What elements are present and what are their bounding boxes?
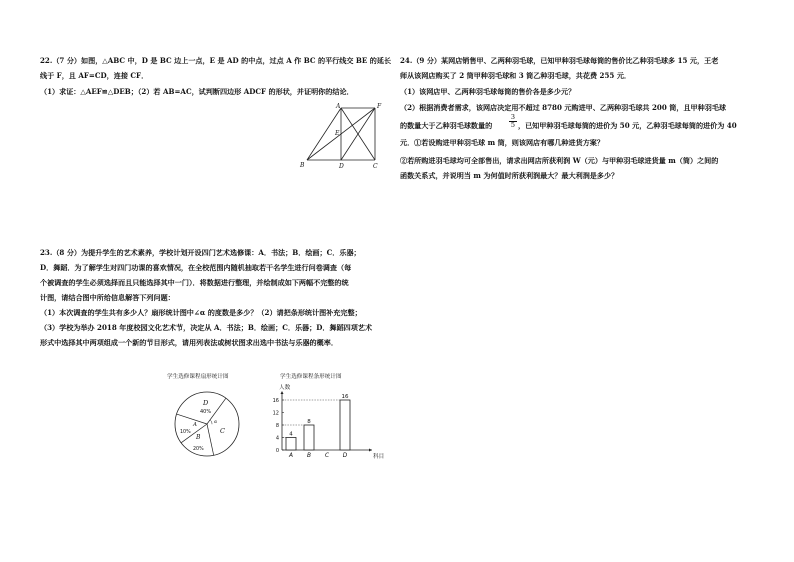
bar-category-C: C (324, 453, 330, 459)
pie-pct-B: 20% (193, 447, 204, 452)
bar-D (340, 400, 350, 450)
bar-y-tick-label: 16 (272, 398, 279, 404)
bar-value-label-B: 8 (307, 419, 311, 425)
q24-line-2: 师从该网店购买了 2 筒甲种羽毛球和 3 筒乙种羽毛球，共花费 255 元． (400, 71, 632, 80)
q22-line-3: （1）求证：△AEF≌△DEB；（2）若 AB=AC，试判断四边形 ADCF 的形状，并证明你的结论． (40, 87, 354, 96)
q24-line-8: 函数关系式，并说明当 m 为何值时所获利润最大？最大利润是多少？ (400, 171, 619, 180)
bar-A (286, 438, 296, 451)
pie-alpha: α (214, 420, 218, 425)
bar-chart-title: 学生选修课程条形统计图 (280, 374, 342, 380)
pie-pct-D: 40% (200, 409, 212, 415)
q22-line-1: 22.（7 分）如图，△ABC 中，D 是 BC 边上一点，E 是 AD 的中点，过点 A 作 BC 的平行线交 BE 的延长 (40, 56, 392, 65)
label-B: B (300, 162, 305, 169)
bar-y-tick-label: 8 (275, 423, 279, 429)
label-A: A (336, 103, 341, 110)
q23-line-4: 计图，请结合图中所给信息解答下列问题： (40, 293, 175, 302)
bar-y-tick-label: 0 (275, 448, 279, 454)
fraction-denominator: 5 (510, 121, 516, 129)
q24-line-1: 24.（9 分）某网店销售甲、乙两种羽毛球，已知甲种羽毛球每筒的售价比乙种羽毛球多 15 元，王老 (400, 56, 719, 65)
bar-x-arrow (369, 449, 372, 452)
bar-chart-xlabel: 科目 (373, 454, 385, 460)
bar-category-A: A (289, 453, 293, 459)
bar-category-B: B (307, 453, 311, 459)
q22-line-2: 线于 F，且 AF=CD，连接 CF． (40, 71, 149, 80)
q23-line-3: 个被调查的学生必须选择而且只能选择其中一门）．将数据进行整理，并绘制成如下两幅不完整的统 (40, 278, 349, 287)
q24-line-7: ②若所购进羽毛球均可全部售出，请求出网店所获利润 W（元）与甲种羽毛球进货量 m（筒）之间的 (400, 156, 719, 165)
q24-line-4: （2）根据消费者需求，该网店决定用不超过 8780 元购进甲、乙两种羽毛球共 200 筒，且甲种羽毛球 (400, 103, 727, 112)
pie-label-D: D (203, 399, 209, 407)
q24-line-5a: 的数量大于乙种羽毛球数量的 (400, 121, 493, 130)
bar-category-D: D (342, 453, 348, 459)
pie-chart (165, 372, 261, 464)
bar-value-label-A: 4 (289, 431, 293, 438)
bar-y-tick-label: 12 (272, 410, 279, 417)
bar-y-arrow (281, 391, 284, 394)
pie-label-C: C (220, 427, 225, 435)
q22-geometry-figure (293, 100, 389, 174)
q24-line-5b: ，已知甲种羽毛球每筒的进价为 50 元，乙种羽毛球每筒的进价为 40 (518, 121, 737, 130)
q23-line-7: 形式中选择其中两项组成一个新的节目形式，请用列表法或树状图求出选中书法与乐器的概率． (40, 338, 338, 347)
bar-y-tick-label: 4 (275, 435, 279, 442)
q23-line-5: （1）本次调查的学生共有多少人？扇形统计图中∠α 的度数是多少？（2）请把条形统计图补充完整； (40, 308, 362, 317)
q24-fraction (509, 114, 517, 129)
q23-line-2: D．舞蹈．为了解学生对四门功课的喜欢情况，在全校范围内随机抽取若干名学生进行问卷调查（每 (40, 263, 352, 272)
bar-chart-ylabel: 人数 (279, 385, 291, 391)
bar-B (304, 425, 314, 450)
label-F: F (377, 103, 382, 110)
fraction-numerator: 3 (510, 113, 516, 121)
label-C: C (373, 163, 378, 170)
q24-line-3: （1）该网店甲、乙两种羽毛球每筒的售价各是多少元？ (400, 87, 576, 96)
q24-line-6: 元．①若设购进甲种羽毛球 m 筒，则该网店有哪几种进货方案？ (400, 138, 604, 147)
pie-title: 学生选修课程扇形统计图 (167, 374, 229, 380)
label-E: E (335, 130, 340, 137)
bar-chart (258, 372, 398, 464)
q23-line-1: 23.（8 分）为提升学生的艺术素养，学校计划开设四门艺术选修课：A．书法；B．绘画；C．乐器； (40, 248, 361, 257)
bar-value-label-D: 16 (341, 394, 349, 400)
pie-label-B: B (196, 434, 201, 441)
q23-line-6: （3）学校为举办 2018 年度校园文化艺术节，决定从 A．书法；B．绘画；C．乐器；D．舞蹈四项艺术 (40, 323, 373, 332)
label-D: D (339, 163, 344, 170)
pie-label-A: A (193, 422, 197, 428)
pie-pct-A: 10% (180, 430, 191, 435)
